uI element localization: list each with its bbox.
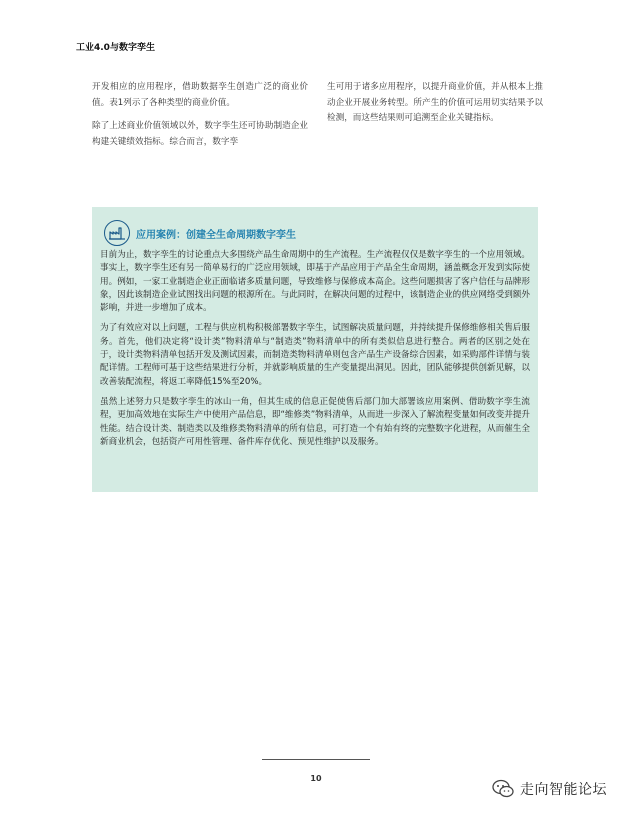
case-study-body: [100, 249, 530, 449]
intro-paragraph: 生可用于诸多应用程序，以提升商业价值，并从根本上推动企业开展业务转型。所产生的价值可运用切实结果予以检测，而这些结果则可追溯至企业关键指标。: [327, 82, 543, 123]
intro-paragraph: 除了上述商业价值领域以外，数字孪生还可协助制造企业构建关键绩效指标。综合而言，数字孪: [92, 121, 308, 147]
footer-divider: [262, 759, 370, 760]
case-paragraph: 目前为止，数字孪生的讨论重点大多围绕产品生命周期中的生产流程。生产流程仅仅是数字孪生的一个应用领域。事实上，数字孪生还有另一简单易行的广泛应用领域，即基于产品应用于产品全生命周期，涵盖概念开发到实际使用。例如，一家工业制造企业正面临诸多质量问题，导致维修与保修成本高企。这些问题损害了客户信任与品牌形象，因此该制造企业试图找出问题的根源所在。与此同时，在解决问题的过程中，该制造企业的供应网络受到额外影响，并进一步增加了成本。: [100, 250, 530, 314]
factory-icon: [104, 220, 130, 246]
case-study-title: 应用案例：创建全生命周期数字孪生: [136, 229, 296, 241]
intro-right-column: [327, 80, 543, 135]
case-study-box: [92, 207, 538, 492]
intro-paragraph: 开发相应的应用程序，借助数据孪生创造广泛的商业价值。表1列示了各种类型的商业价值。: [92, 82, 308, 108]
page-number: 10: [310, 774, 322, 783]
case-paragraph: 为了有效应对以上问题，工程与供应机构积极部署数字孪生，试图解决质量问题，并持续提升保修维修相关售后服务。首先，他们决定将“设计类”物料清单与“制造类”物料清单中的所有类似信息进行整合。两者的区别之处在于，设计类物料清单包括开发及测试因素，而制造类物料清单则包含产品生产设备综合因素，如采购部件详情与装配详情。工程师可基于这些结果进行分析，并就影响质量的生产变量提出洞见。因此，团队能够提供创新见解，以改善装配流程，将返工率降低15%至20%。: [100, 323, 530, 387]
intro-left-column: [92, 80, 308, 158]
watermark-text: 走向智能论坛: [520, 782, 607, 798]
watermark: [492, 779, 607, 799]
case-paragraph: 虽然上述努力只是数字孪生的冰山一角，但其生成的信息正促使售后部门加大部署该应用案例、借助数字孪生流程，更加高效地在实际生产中使用产品信息，即“维修类”物料清单，从而进一步深入了解流程变量如何改变并提升性能。结合设计类、制造类以及维修类物料清单的所有信息，可打造一个有始有终的完整数字化进程，从而催生全新商业机会，包括资产可用性管理、备件库存优化、预见性维护以及服务。: [100, 396, 531, 447]
wechat-icon: [492, 779, 514, 799]
header-title: 工业4.0与数字孪生: [76, 43, 155, 53]
case-study-header: [100, 217, 530, 249]
